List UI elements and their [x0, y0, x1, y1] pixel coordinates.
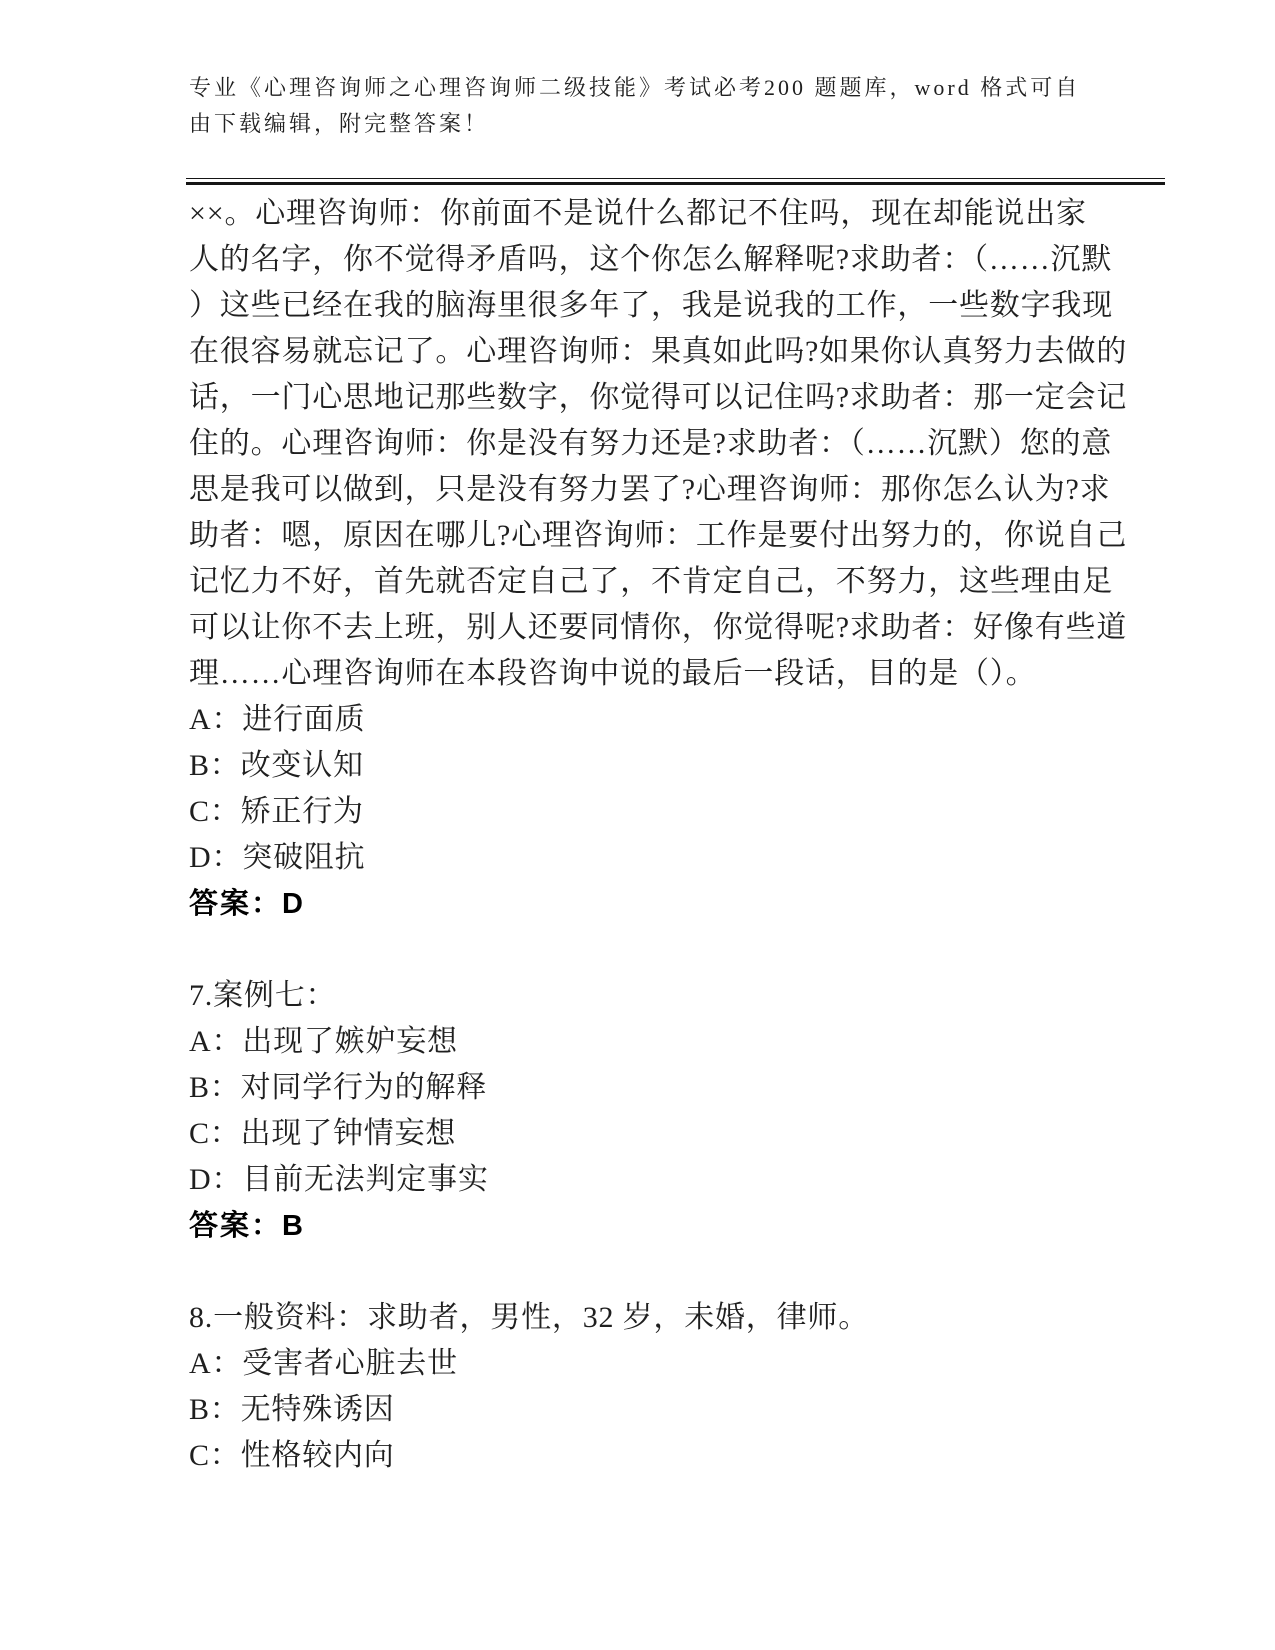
q6-body-line: 可以让你不去上班，别人还要同情你，你觉得呢?求助者：好像有些道: [189, 611, 1128, 644]
q7-option-a: A：出现了嫉妒妄想: [189, 1025, 458, 1058]
q6-body-line: 话，一门心思地记那些数字，你觉得可以记住吗?求助者：那一定会记: [189, 381, 1128, 414]
q8-option-a: A：受害者心脏去世: [189, 1347, 458, 1380]
q6-option-a: A：进行面质: [189, 703, 366, 736]
q6-option-c: C：矫正行为: [189, 795, 364, 828]
q6-body-line: 记忆力不好，首先就否定自己了，不肯定自己，不努力，这些理由足: [189, 565, 1113, 598]
document-body: [189, 191, 1149, 1479]
q6-answer: 答案：D: [189, 888, 305, 920]
q8-option-c: C：性格较内向: [189, 1439, 395, 1472]
q7-title: 7.案例七：: [189, 979, 337, 1012]
q6-body-line: ××。心理咨询师：你前面不是说什么都记不住吗，现在却能说出家: [189, 197, 1087, 230]
header-line-2: 由下载编辑，附完整答案！: [189, 111, 490, 136]
q6-body-line: 人的名字，你不觉得矛盾吗，这个你怎么解释呢?求助者：（……沉默: [189, 243, 1113, 276]
document-header: [189, 70, 1139, 142]
q7-option-c: C：出现了钟情妄想: [189, 1117, 457, 1150]
header-line-1: 专业《心理咨询师之心理咨询师二级技能》考试必考200 题题库，word 格式可自: [189, 75, 1081, 100]
header-divider-rule: [186, 178, 1165, 185]
q8-title: 8.一般资料：求助者，男性，32 岁，未婚，律师。: [189, 1301, 869, 1334]
q6-body-line: 助者：嗯，原因在哪儿?心理咨询师：工作是要付出努力的，你说自己: [189, 519, 1128, 552]
q7-answer: 答案：B: [189, 1210, 305, 1242]
q6-body-line: 理……心理咨询师在本段咨询中说的最后一段话，目的是（）。: [189, 657, 1037, 690]
q6-body-line: 在很容易就忘记了。心理咨询师：果真如此吗?如果你认真努力去做的: [189, 335, 1128, 368]
q6-body-line: 思是我可以做到，只是没有努力罢了?心理咨询师：那你怎么认为?求: [189, 473, 1111, 506]
spacer: [189, 1249, 1149, 1295]
q6-option-d: D：突破阻抗: [189, 841, 366, 874]
spacer: [189, 927, 1149, 973]
q7-option-d: D：目前无法判定事实: [189, 1163, 489, 1196]
q6-option-b: B：改变认知: [189, 749, 364, 782]
q6-body-line: ）这些已经在我的脑海里很多年了，我是说我的工作，一些数字我现: [189, 289, 1113, 322]
q7-option-b: B：对同学行为的解释: [189, 1071, 488, 1104]
q6-body-line: 住的。心理咨询师：你是没有努力还是?求助者：（……沉默）您的意: [189, 427, 1113, 460]
q8-option-b: B：无特殊诱因: [189, 1393, 395, 1426]
